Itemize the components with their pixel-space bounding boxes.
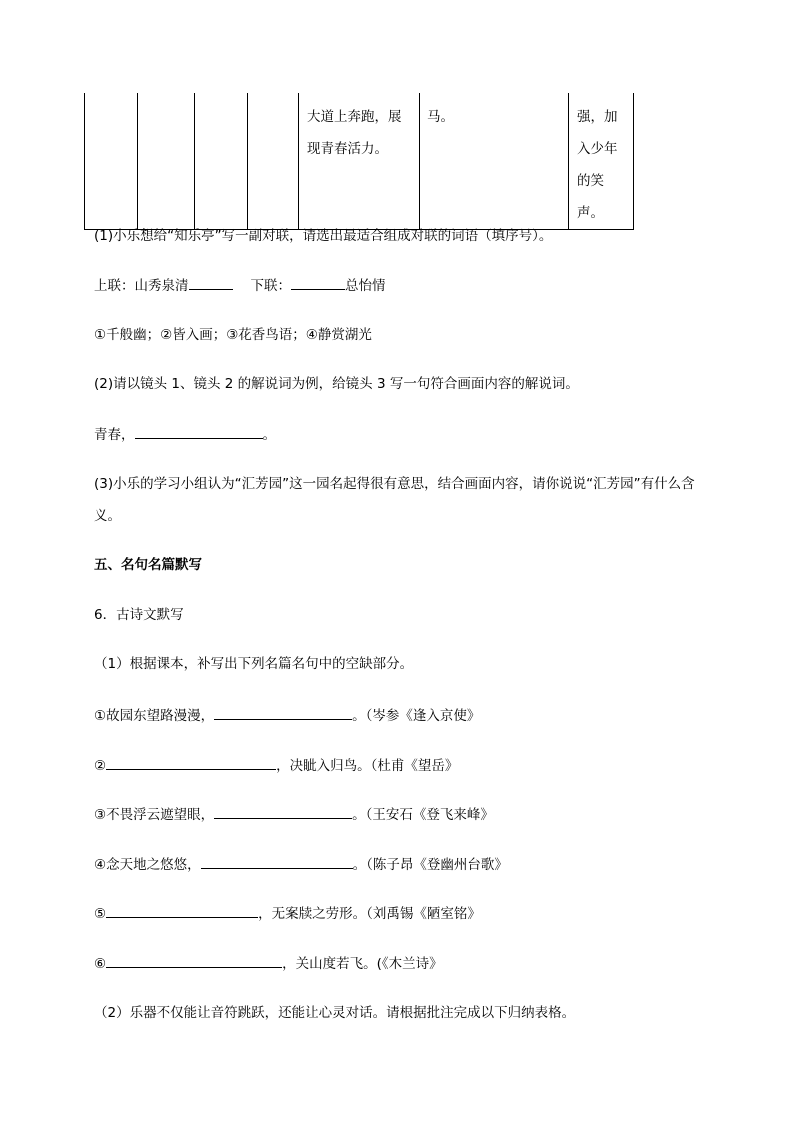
couplet-options: ①千般幽；②皆入画；③花香鸟语；④静赏湖光 xyxy=(94,327,372,343)
q5-1-prompt: (1)小乐想给“知乐亭”写一副对联，请选出最适合组成对联的词语（填序号）。 xyxy=(94,228,553,244)
recite-item: ④念天地之悠悠， 。（陈子昂《登幽州台歌》 xyxy=(94,854,508,875)
q5-2-answer-line xyxy=(94,424,276,445)
recite-item: ⑤ ，无案牍之劳形。（刘禹锡《陋室铭》 xyxy=(94,903,481,924)
answer-prefix: 青春， xyxy=(94,427,135,443)
recite-blank[interactable] xyxy=(106,755,276,770)
recite-item: ①故园东望路漫漫， 。（岑参《逢入京使》 xyxy=(94,705,480,726)
recite-blank[interactable] xyxy=(106,903,258,918)
recite-blank[interactable] xyxy=(106,953,282,968)
table-cell: 马。 xyxy=(420,93,569,230)
couplet-line xyxy=(94,275,386,296)
recite-blank[interactable] xyxy=(201,854,353,869)
upper-couplet-label: 上联：山秀泉清 xyxy=(94,278,189,294)
answer-blank[interactable] xyxy=(135,424,263,439)
section-title: 五、名句名篇默写 xyxy=(94,557,202,573)
table-fragment xyxy=(84,93,634,230)
lower-couplet-blank[interactable] xyxy=(291,275,345,290)
lower-couplet-label: 下联： xyxy=(250,278,291,294)
upper-couplet-blank[interactable] xyxy=(189,275,233,290)
q6-sub1: （1）根据课本，补写出下列名篇名句中的空缺部分。 xyxy=(94,656,414,672)
recite-item: ⑥ ，关山度若飞。(《木兰诗》 xyxy=(94,953,443,974)
recite-blank[interactable] xyxy=(214,705,352,720)
table-cell xyxy=(138,93,195,230)
q5-2-prompt: (2)请以镜头 1、镜头 2 的解说词为例，给镜头 3 写一句符合画面内容的解说词。 xyxy=(94,376,579,392)
table-cell xyxy=(248,93,299,230)
lower-couplet-suffix: 总怡情 xyxy=(345,278,386,294)
recite-item: ② ，决眦入归鸟。（杜甫《望岳》 xyxy=(94,755,458,776)
answer-suffix: 。 xyxy=(262,427,276,443)
table-cell: 大道上奔跑，展现青春活力。 xyxy=(299,93,420,230)
table-cell: 强，加入少年的笑声。 xyxy=(569,93,634,230)
table-cell xyxy=(195,93,248,230)
recite-blank[interactable] xyxy=(214,804,352,819)
recite-item: ③不畏浮云遮望眼， 。（王安石《登飞来峰》 xyxy=(94,804,494,825)
q5-3-prompt: (3)小乐的学习小组认为“汇芳园”这一园名起得很有意思，结合画面内容，请你说说“汇芳园”有什么含义。 xyxy=(94,476,695,524)
q6-title: 6．古诗文默写 xyxy=(94,607,184,623)
q6-sub2: （2）乐器不仅能让音符跳跃，还能让心灵对话。请根据批注完成以下归纳表格。 xyxy=(94,1005,576,1021)
table-cell xyxy=(85,93,138,230)
